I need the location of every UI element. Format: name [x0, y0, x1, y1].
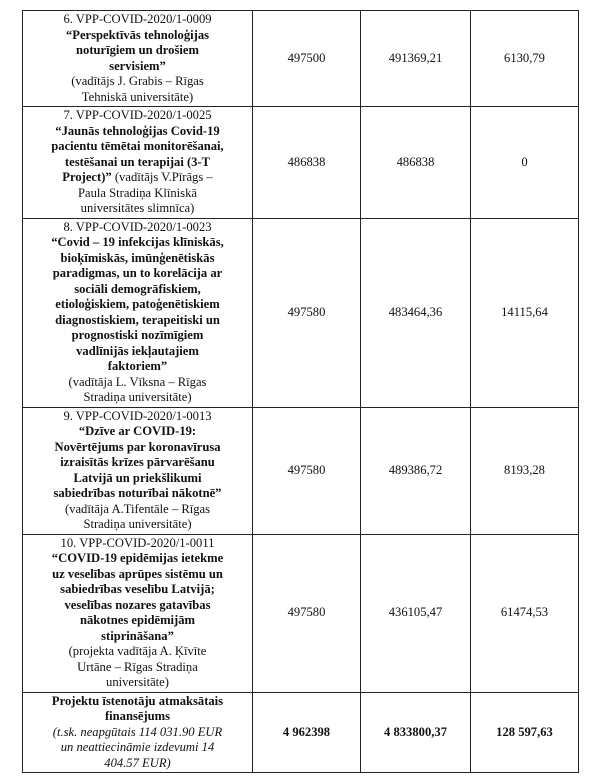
project-cell: [23, 11, 253, 107]
project-title-line: etioloģiskiem, patoģenētiskiem: [55, 297, 220, 311]
project-title-line: prognostiski nozīmīgiem: [71, 328, 204, 342]
project-title-line: nākotnes epidēmijām: [79, 613, 196, 627]
project-leader-line: universitāte): [106, 675, 169, 689]
project-leader-line: Tehniskā universitāte): [81, 89, 194, 104]
table-row: [23, 218, 579, 407]
project-code: 7. VPP-COVID-2020/1-0025: [63, 108, 212, 122]
project-title-line: Latvijā un priekšlikumi: [73, 470, 202, 485]
project-code: 10. VPP-COVID-2020/1-0011: [60, 535, 215, 550]
table-row: [23, 534, 579, 692]
granted-amount: 497580: [253, 218, 361, 407]
total-note-line: un neattiecināmie izdevumi 14: [60, 740, 215, 754]
returned-amount: 0: [471, 107, 579, 219]
used-amount: 483464,36: [361, 218, 471, 407]
returned-amount: 14115,64: [471, 218, 579, 407]
project-code: 8. VPP-COVID-2020/1-0023: [63, 219, 212, 234]
project-cell: [23, 534, 253, 692]
project-leader-inline: (vadītājs V.Pīrāgs –: [111, 170, 213, 184]
project-title-line: “Jaunās tehnoloģijas Covid-19: [55, 123, 220, 138]
used-amount: 489386,72: [361, 407, 471, 534]
project-title-line: Project)”: [62, 170, 112, 184]
project-title-line: pacientu tēmētai monitorēšanai,: [51, 139, 224, 153]
granted-amount: 497580: [253, 534, 361, 692]
project-leader-line: (vadītājs J. Grabis – Rīgas: [71, 74, 204, 88]
project-title-line: diagnostiskiem, terapeitiski un: [55, 312, 220, 327]
total-label-cell: [23, 692, 253, 773]
project-title-line: Novērtējums par koronavīrusa: [54, 439, 221, 454]
project-title-line: “COVID-19 epidēmijas ietekme: [51, 551, 224, 565]
project-leader-line: universitātes slimnīca): [80, 201, 195, 215]
returned-amount: 6130,79: [471, 11, 579, 107]
project-title-line: “Perspektīvās tehnoloģijas: [65, 27, 210, 42]
project-title-line: servisiem”: [109, 58, 166, 73]
total-label-line: finansējums: [104, 709, 171, 723]
granted-amount: 497580: [253, 407, 361, 534]
project-title-line: paradigmas, un to korelācija ar: [52, 266, 223, 280]
table-row: [23, 107, 579, 219]
project-title-line: bioķīmiskās, imūnģenētiskās: [60, 250, 215, 265]
project-title-line: sociāli demogrāfiskiem,: [74, 281, 201, 296]
project-title-line: “Dzīve ar COVID-19:: [78, 424, 197, 438]
project-leader-line: (vadītāja L. Vīksna – Rīgas: [68, 374, 207, 389]
project-leader-line: Stradiņa universitāte): [83, 517, 192, 531]
granted-amount: 486838: [253, 107, 361, 219]
used-amount: 491369,21: [361, 11, 471, 107]
project-title-line: uz veselības aprūpes sistēmu un: [52, 566, 223, 581]
total-granted-amount: 4 962398: [253, 692, 361, 773]
returned-amount: 8193,28: [471, 407, 579, 534]
project-title-line: noturīgiem un drošiem: [76, 43, 199, 57]
granted-amount: 497500: [253, 11, 361, 107]
table-row: [23, 11, 579, 107]
project-title-line: sabiedrības veselību Latvijā;: [60, 582, 215, 596]
total-label-line: Projektu īstenotāju atmaksātais: [51, 693, 224, 708]
project-cell: [23, 407, 253, 534]
project-code: 6. VPP-COVID-2020/1-0009: [63, 12, 212, 26]
project-title-line: “Covid – 19 infekcijas klīniskās,: [51, 235, 224, 249]
total-used-amount: 4 833800,37: [361, 692, 471, 773]
financing-table: [22, 10, 579, 773]
project-cell: [23, 107, 253, 219]
project-leader-line: (projekta vadītāja A. Ķīvīte: [68, 644, 207, 658]
project-title-line: vadlīnijās iekļautajiem: [76, 343, 199, 358]
used-amount: 436105,47: [361, 534, 471, 692]
total-returned-amount: 128 597,63: [471, 692, 579, 773]
project-title-line: veselības nozares gatavības: [64, 597, 211, 612]
project-title-line: sabiedrības noturībai nākotnē”: [53, 486, 222, 500]
project-cell: [23, 218, 253, 407]
table-row: [23, 407, 579, 534]
project-leader-line: Paula Stradiņa Klīniskā: [78, 185, 197, 200]
project-leader-line: Urtāne – Rīgas Stradiņa: [77, 659, 198, 674]
total-note-line: (t.sk. neapgūtais 114 031.90 EUR: [52, 724, 223, 739]
used-amount: 486838: [361, 107, 471, 219]
project-code: 9. VPP-COVID-2020/1-0013: [63, 408, 212, 423]
project-leader-line: (vadītāja A.Tifentāle – Rīgas: [64, 501, 211, 516]
returned-amount: 61474,53: [471, 534, 579, 692]
project-title-line: faktoriem”: [107, 359, 168, 373]
project-title-line: izraisītās krīzes pārvarēšanu: [60, 455, 215, 469]
project-title-line: testēšanai un terapijai (3-T: [64, 154, 211, 169]
project-leader-line: Stradiņa universitāte): [83, 390, 192, 404]
project-title-line: stiprināšana”: [101, 628, 174, 643]
total-note-line: 404.57 EUR): [104, 755, 171, 770]
total-row: [23, 692, 579, 773]
